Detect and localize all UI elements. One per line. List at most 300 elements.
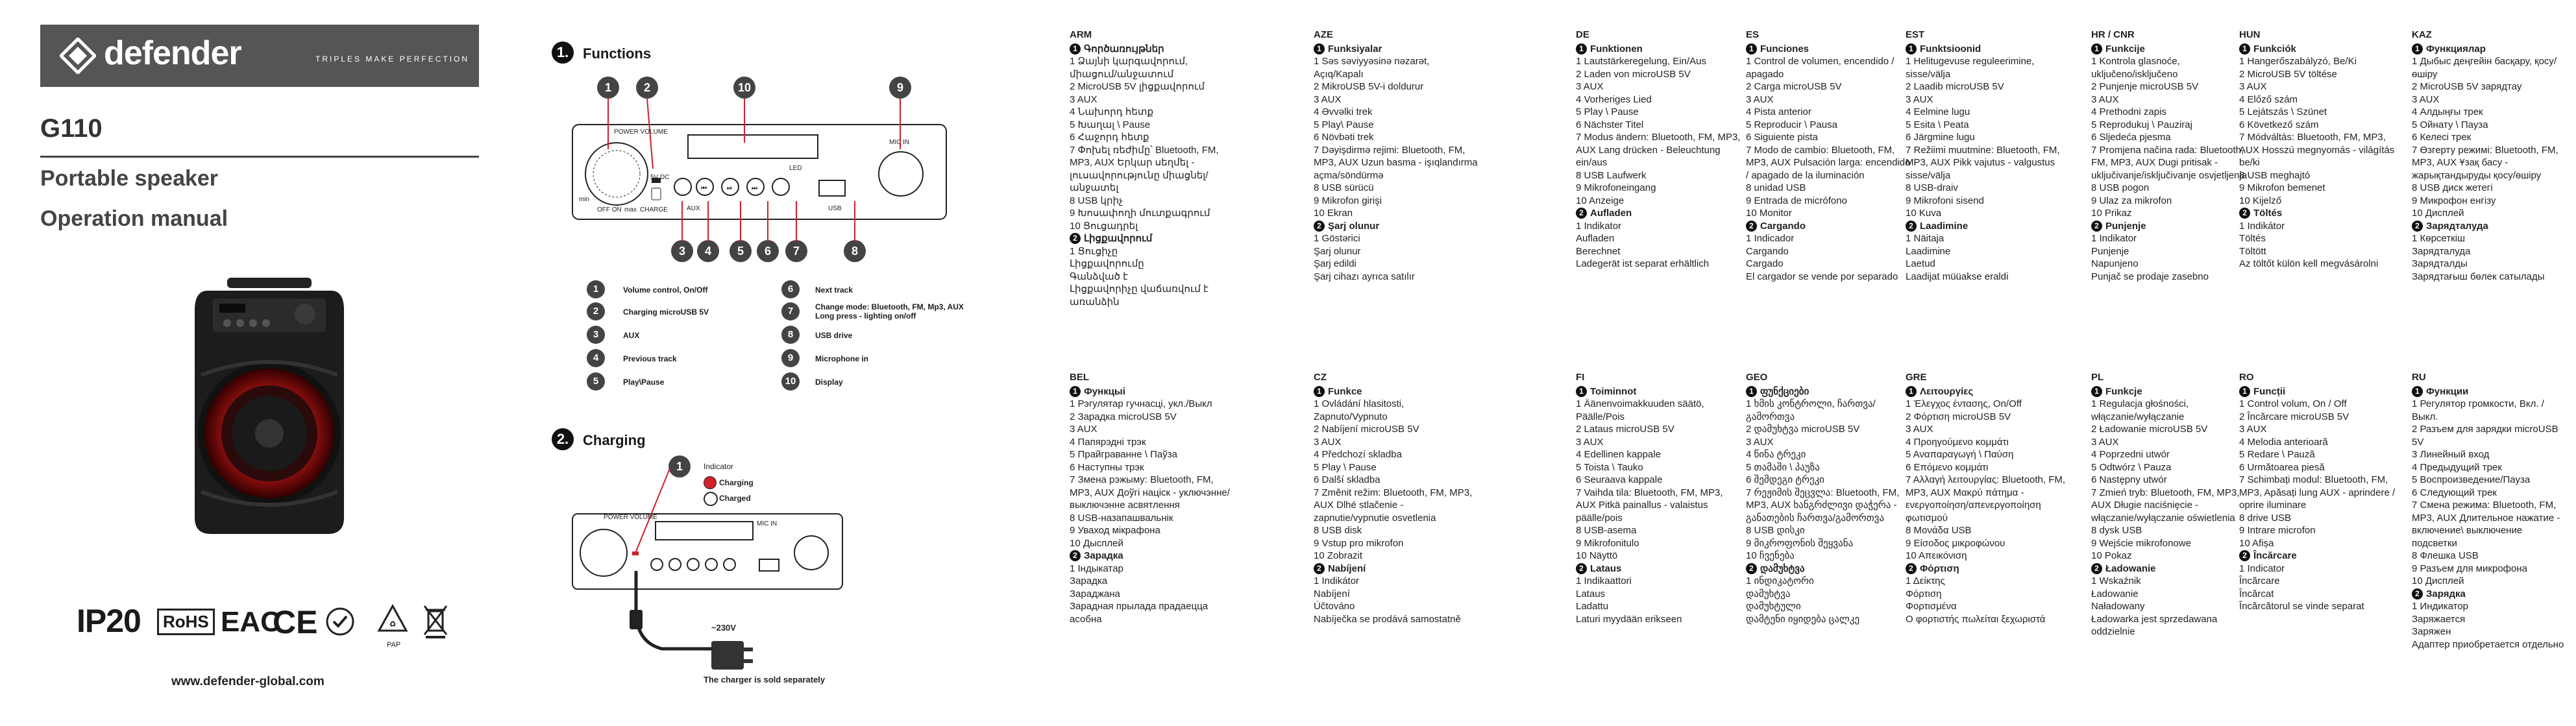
lang-section-heading <box>2412 220 2568 233</box>
lang-line: 7 Смена режима: Bluetooth, FM, MP3, AUX Длительное нажатие - включение\ выключение подсветки <box>2412 500 2560 549</box>
lang-line: 1 Lautstärkeregelung, Ein/Aus <box>1576 56 1706 67</box>
lang-line: 8 drive USB <box>2239 512 2292 524</box>
lang-line: Зарядтағыш бөлек сатылады <box>2412 271 2545 282</box>
lang-line: 6 Sljedeća pjesma <box>2091 132 2171 143</box>
legend-num-3: 3 <box>587 326 605 344</box>
section-number-badge: 2 <box>1906 563 1917 574</box>
lang-line: 6 Siguiente pista <box>1746 132 1818 143</box>
section-heading-text: Funktsioonid <box>1920 43 1981 54</box>
lang-column-es <box>1746 29 1911 283</box>
lang-line: 10 Дисплей <box>2412 208 2464 219</box>
lang-section-heading <box>1576 207 1741 220</box>
section-heading-text: Φόρτιση <box>1920 563 1959 574</box>
lang-line: 8 Флешка USB <box>2412 550 2479 561</box>
lang-section-heading <box>1314 563 1479 575</box>
lang-line: 8 dysk USB <box>2091 525 2142 536</box>
lang-line: Nabíjení <box>1314 588 1350 599</box>
legend-num-8: 8 <box>781 326 800 344</box>
lang-section-heading <box>1070 232 1235 245</box>
lang-line: 2 Разъем для зарядки microUSB 5V <box>2412 424 2558 448</box>
lang-line: 9 Микрофон енгізу <box>2412 195 2496 206</box>
lang-line: 1 Ձայնի կարգավորում, միացում/անջատում <box>1070 56 1188 80</box>
lang-column-arm <box>1070 29 1235 308</box>
lang-line: 7 Փոխել ռեժիմը՝ Bluetooth, FM, MP3, AUX Երկար սեղմել - լուսավորությունը միացնել/անջատել <box>1070 144 1219 193</box>
lang-line: 1 Indikátor <box>2239 220 2285 232</box>
lang-line: 4 Pista anterior <box>1746 106 1811 117</box>
callout-4: 4 <box>697 240 719 262</box>
label-min: min <box>579 196 590 203</box>
section-heading-text: Λειτουργίες <box>1920 385 1974 397</box>
model-name: G110 <box>40 114 103 143</box>
section-heading-text: Nabíjení <box>1328 563 1366 574</box>
lang-line: 2 Зарадка microUSB 5V <box>1070 411 1177 422</box>
lang-line: Ładowanie <box>2091 588 2139 599</box>
lang-line: 8 USB დისკი <box>1746 525 1805 536</box>
section-title-functions: Functions <box>583 45 652 62</box>
lang-line: Aufladen <box>1576 233 1615 244</box>
lang-code: HR / CNR <box>2091 29 2135 40</box>
lang-line: 10 Дисплей <box>2412 575 2464 587</box>
lang-line: Φορτισμένα <box>1906 601 1957 612</box>
lang-line: 7 Vaihda tila: Bluetooth, FM, MP3, AUX Pitkä painallus - valaistus päälle/pois <box>1576 487 1723 524</box>
lang-line: 5 Play\ Pause <box>1314 119 1374 130</box>
lang-line: 7 Promjena načina rada: Bluetooth, FM, MP3, AUX Dugi pritisak - uključivanje/isključivanje osvjetljenja <box>2091 144 2248 181</box>
lang-section-heading <box>1746 563 1911 575</box>
callout-7: 7 <box>785 240 807 262</box>
lang-section-heading <box>2239 207 2405 220</box>
lang-line: 4 Vorheriges Lied <box>1576 93 1652 105</box>
lang-line: 10 Prikaz <box>2091 208 2132 219</box>
lang-line: 10 Ցուցադրել <box>1070 220 1138 232</box>
lang-line: Ładowarka jest sprzedawana oddzielnie <box>2091 613 2218 637</box>
lang-line: 2 MicroUSB 5V töltése <box>2239 68 2337 80</box>
lang-line: 6 Következő szám <box>2239 119 2319 130</box>
lang-code: PL <box>2091 372 2104 383</box>
lang-line: 9 Intrare microfon <box>2239 525 2316 536</box>
lang-line: Зарядталды <box>2412 258 2468 269</box>
lang-line: 1 Regulacja głośności, włączanie/wyłączanie <box>2091 398 2189 422</box>
callout-10: 10 <box>733 77 755 99</box>
lang-line: Nabíječka se prodává samostatně <box>1314 613 1461 625</box>
lang-line: Լիցքավորիչը վաճառվում է առանձին <box>1070 284 1208 308</box>
lang-line: 5 Ойнату \ Пауза <box>2412 119 2488 130</box>
lang-code: GRE <box>1906 372 1927 383</box>
lang-line: 4 Předchozí skladba <box>1314 449 1402 460</box>
lang-line: 4 Eelmine lugu <box>1906 106 1970 117</box>
lang-line: 1 Näitaja <box>1906 233 1944 244</box>
lang-line: 8 USB-назапашвальнік <box>1070 512 1173 524</box>
section-heading-text: Aufladen <box>1590 208 1632 219</box>
lang-line: 1 Ցուցիչը <box>1070 245 1118 257</box>
eac-mark: EAC <box>221 606 281 638</box>
lang-line: 3 AUX <box>1906 424 1933 435</box>
section-number-badge: 1 <box>2091 43 2102 54</box>
lang-line: Şarj edildi <box>1314 258 1356 269</box>
section-number-badge: 2 <box>1314 563 1325 574</box>
lang-line: 6 Növbəti trek <box>1314 132 1374 143</box>
lang-line: 10 Pokaz <box>2091 550 2132 561</box>
charged-dot <box>704 492 718 506</box>
lang-line: 7 Změnit režim: Bluetooth, FM, MP3, AUX Dlhé stlačenie - zapnutie/vypnutie osvetlenia <box>1314 487 1473 524</box>
section-heading-text: Լիցքավորում <box>1084 233 1153 244</box>
lang-line: 4 წინა ტრეკი <box>1746 449 1806 460</box>
lang-line: 6 Nächster Titel <box>1576 119 1644 130</box>
lang-line: დამუხტული <box>1746 601 1801 612</box>
section-number-badge: 1 <box>2412 386 2423 397</box>
lang-line: 9 Уваход мікрафона <box>1070 525 1160 536</box>
section-heading-text: Ładowanie <box>2105 563 2156 574</box>
lang-line: 4 Poprzedni utwór <box>2091 449 2170 460</box>
lang-code: ES <box>1746 29 1760 40</box>
lang-line: 5 Play \ Pause <box>1314 461 1377 473</box>
lang-section-heading <box>2091 43 2257 56</box>
lang-line: Punjač se prodaje zasebno <box>2091 271 2209 282</box>
section-heading-text: Funcții <box>2253 385 2286 397</box>
lang-line: 1 Ovládání hlasitosti, Zapnuto/Vypnuto <box>1314 398 1405 422</box>
lang-line: 6 Наступны трэк <box>1070 461 1144 473</box>
lang-line: 10 Afișa <box>2239 537 2274 549</box>
brand-name: defender <box>104 34 241 72</box>
lang-line: 7 Režiimi muutmine: Bluetooth, FM, MP3, AUX Pikk vajutus - valgustus sisse/välja <box>1906 144 2060 181</box>
lang-section-heading <box>2412 588 2568 601</box>
weee-bin-icon <box>422 603 449 640</box>
lang-line: 5 Toista \ Tauko <box>1576 461 1643 473</box>
svg-text:⏯: ⏯ <box>727 185 732 192</box>
label-power-volume: POWER VOLUME <box>614 128 668 136</box>
lang-line: 8 USB Laufwerk <box>1576 169 1647 181</box>
lang-line: 4 Əvvəlki trek <box>1314 106 1373 117</box>
lang-line: 10 Anzeige <box>1576 195 1625 206</box>
section-number-badge: 2 <box>2091 221 2102 232</box>
section-title-charging: Charging <box>583 432 646 448</box>
lang-code: EST <box>1906 29 1925 40</box>
legend-num-5: 5 <box>587 372 605 391</box>
lang-line: 1 Indicador <box>1746 233 1795 244</box>
lang-line: 4 Prethodni zapis <box>2091 106 2166 117</box>
title-divider <box>40 156 479 158</box>
lang-code: GEO <box>1746 372 1768 383</box>
lang-line: 5 Lejátszás \ Szünet <box>2239 106 2327 117</box>
lang-line: 8 USB sürücü <box>1314 182 1374 193</box>
lang-section-heading <box>1314 220 1479 233</box>
lang-line: Účtováno <box>1314 601 1355 612</box>
charging-label-power: POWER VOLUME <box>604 514 657 521</box>
lang-line: 1 Helitugevuse reguleerimine, sisse/välja <box>1906 56 2035 80</box>
lang-line: 1 Έλεγχος έντασης, On/Off <box>1906 398 2022 409</box>
lang-line: 10 Zobrazit <box>1314 550 1363 561</box>
lang-line: 2 Laden von microUSB 5V <box>1576 68 1691 80</box>
section-heading-text: Funksiyalar <box>1328 43 1382 54</box>
lang-line: Încărcătorul se vinde separat <box>2239 601 2364 612</box>
lang-section-heading <box>1746 220 1911 233</box>
lang-line: 4 Предыдущий трек <box>2412 461 2502 473</box>
section-number-badge: 1 <box>1070 386 1081 397</box>
lang-section-heading <box>1070 385 1235 398</box>
manual-title: Operation manual <box>40 206 228 231</box>
section-heading-text: Funkcje <box>2105 385 2142 397</box>
lang-code: HUN <box>2239 29 2261 40</box>
lang-code: KAZ <box>2412 29 2432 40</box>
lang-line: 4 Előző szám <box>2239 93 2298 105</box>
lang-line: Încărcat <box>2239 588 2274 599</box>
lang-line: 5 Խաղալ \ Pause <box>1070 119 1151 130</box>
lang-section-heading <box>1576 563 1741 575</box>
lang-column-ru <box>2412 371 2568 651</box>
lang-line: Laadimine <box>1906 245 1951 257</box>
lang-line: 10 Дысплей <box>1070 537 1123 549</box>
section-number-charging: 2. <box>552 428 574 450</box>
legend-text-10: Display <box>815 378 843 387</box>
indicator-label: Indicator <box>704 462 734 471</box>
lang-line: Зарядталуда <box>2412 245 2471 257</box>
section-number-badge: 1 <box>2412 43 2423 54</box>
lang-line: 8 Μονάδα USB <box>1906 525 1972 536</box>
svg-text:⏮: ⏮ <box>701 185 707 192</box>
lang-line: 8 unidad USB <box>1746 182 1806 193</box>
lang-line: Լիցքավորումը <box>1070 258 1144 269</box>
section-number-badge: 1 <box>1070 43 1081 54</box>
pap-label: PAP <box>387 641 401 649</box>
lang-line: დამუხტვა <box>1746 588 1791 599</box>
lang-line: 6 Հաջորդ հետք <box>1070 132 1149 143</box>
lang-line: Գանձված է <box>1070 271 1128 282</box>
lang-line: 9 Mikrofoni sisend <box>1906 195 1984 206</box>
lang-line: 6 Järgmine lugu <box>1906 132 1975 143</box>
lang-line: დამტენი იყიდება ცალკე <box>1746 613 1860 625</box>
section-number-badge: 1 <box>1906 43 1917 54</box>
lang-column-hr-cnr <box>2091 29 2257 283</box>
lang-line: 9 Entrada de micrófono <box>1746 195 1847 206</box>
lang-section-heading <box>1906 563 2071 575</box>
lang-section-heading <box>1576 385 1741 398</box>
callout-2: 2 <box>636 77 658 99</box>
section-number-badge: 2 <box>1314 221 1325 232</box>
lang-line: Адаптер приобретается отдельно <box>2412 638 2564 650</box>
lang-line: 9 Mikrofonitulo <box>1576 537 1639 549</box>
lang-code: FI <box>1576 372 1585 383</box>
lang-line: 7 Módváltás: Bluetooth, FM, MP3, AUX Hosszú megnyomás - világítás be/ki <box>2239 132 2395 168</box>
charging-dot <box>704 476 717 489</box>
section-heading-text: Funkce <box>1328 385 1362 397</box>
callout-8: 8 <box>844 240 866 262</box>
website-link[interactable]: www.defender-global.com <box>171 675 325 688</box>
lang-line: Töltött <box>2239 245 2266 257</box>
lang-line: Зараджана <box>1070 588 1120 599</box>
section-heading-text: Функцыі <box>1084 385 1125 397</box>
lang-column-kaz <box>2412 29 2568 283</box>
callout-9: 9 <box>889 77 911 99</box>
lang-line: 2 Punjenje microUSB 5V <box>2091 81 2199 92</box>
lang-line: 7 Dəyişdirmə rejimi: Bluetooth, FM, MP3, AUX Uzun basma - işıqlandırma açma/söndürmə <box>1314 144 1478 181</box>
lang-line: 3 AUX <box>2091 93 2119 105</box>
lang-line: Laadijat müüakse eraldi <box>1906 271 2009 282</box>
lang-line: 8 USB диск жетегі <box>2412 182 2493 193</box>
section-heading-text: Зарядка <box>2426 588 2466 599</box>
lang-section-heading <box>2239 550 2405 563</box>
lang-line: 1 Indikaattori <box>1576 575 1632 587</box>
lang-section-heading <box>2239 43 2405 56</box>
lang-line: Lataus <box>1576 588 1606 599</box>
lang-line: 9 Ulaz za mikrofon <box>2091 195 2172 206</box>
lang-line: Şarj olunur <box>1314 245 1361 257</box>
section-heading-text: Зарядталуда <box>2426 220 2488 232</box>
product-subtitle: Portable speaker <box>40 166 219 191</box>
lang-code: AZE <box>1314 29 1333 40</box>
label-led: LED <box>789 165 802 172</box>
lang-line: 1 Control volum, On / Off <box>2239 398 2347 409</box>
speaker-image <box>188 278 350 537</box>
lang-line: 8 USB-asema <box>1576 525 1637 536</box>
section-heading-text: დამუხტვა <box>1760 563 1805 574</box>
legend-num-4: 4 <box>587 349 605 367</box>
lang-line: Φόρτιση <box>1906 588 1942 599</box>
lang-line: 8 USB pogon <box>2091 182 2150 193</box>
lang-line: 1 Indikator <box>1576 220 1622 232</box>
section-number-badge: 2 <box>1746 563 1757 574</box>
lang-line: 3 AUX <box>1576 436 1604 448</box>
lang-line: 1 Control de volumen, encendido / apagado <box>1746 56 1895 80</box>
section-heading-text: Punjenje <box>2105 220 2146 232</box>
section-heading-text: Încărcare <box>2253 550 2297 561</box>
legend-text-8: USB drive <box>815 331 853 340</box>
lang-line: 9 Разъем для микрофона <box>2412 563 2527 574</box>
callout-5: 5 <box>730 240 752 262</box>
lang-line: 6 Další skladba <box>1314 474 1380 485</box>
legend-text-5: Play\Pause <box>623 378 665 387</box>
lang-line: Заряжается <box>2412 613 2466 625</box>
lang-line: 6 Następny utwór <box>2091 474 2167 485</box>
section-heading-text: Зарадка <box>1084 550 1123 561</box>
lang-line: 1 Дыбыс деңгейін басқару, қосу/өшіру <box>2412 56 2557 80</box>
lang-line: 6 Келесі трек <box>2412 132 2472 143</box>
lang-line: 4 Папярэдні трэк <box>1070 436 1146 448</box>
lang-line: Заряжен <box>2412 626 2451 637</box>
lang-line: 5 Esita \ Peata <box>1906 119 1969 130</box>
lang-line: 6 Seuraava kappale <box>1576 474 1663 485</box>
lang-line: 2 Nabíjení microUSB 5V <box>1314 424 1419 435</box>
lang-line: 1 Indikator <box>2091 233 2137 244</box>
lang-line: 3 AUX <box>1576 81 1604 92</box>
section-number-badge: 1 <box>1314 43 1325 54</box>
charging-label-mic-in: MIC IN <box>757 520 778 527</box>
lang-line: 1 Індыкатар <box>1070 563 1123 574</box>
recycle-check-icon <box>325 606 356 637</box>
section-number-badge: 2 <box>2412 588 2423 599</box>
section-number-badge: 2 <box>1576 563 1587 574</box>
lang-code: RO <box>2239 372 2254 383</box>
lang-line: 5 Redare \ Pauză <box>2239 449 2315 460</box>
lang-line: Cargado <box>1746 258 1784 269</box>
lang-line: 3 AUX <box>2239 81 2267 92</box>
lang-line: 10 Kuva <box>1906 208 1942 219</box>
section-number-badge: 1 <box>1576 43 1587 54</box>
section-number-functions: 1. <box>552 42 574 64</box>
section-number-badge: 2 <box>1906 221 1917 232</box>
lang-line: Cargando <box>1746 245 1789 257</box>
lang-line: 3 AUX <box>1070 424 1098 435</box>
lang-line: 9 Mikrofon bemenet <box>2239 182 2325 193</box>
lang-code: DE <box>1576 29 1589 40</box>
section-number-badge: 2 <box>2091 563 2102 574</box>
lang-line: 1 Индикатор <box>2412 601 2468 612</box>
lang-line: 4 Edellinen kappale <box>1576 449 1661 460</box>
lang-line: 1 Регулятор громкости, Вкл. / Выкл. <box>2412 398 2544 422</box>
lang-line: Laturi myydään erikseen <box>1576 613 1682 625</box>
label-max: max <box>624 206 637 213</box>
lang-column-fi <box>1576 371 1741 625</box>
legend-num-7: 7 <box>781 302 800 321</box>
callout-1: 1 <box>597 77 619 99</box>
lang-section-heading <box>1906 220 2071 233</box>
lang-line: 3 AUX <box>1070 93 1098 105</box>
section-number-badge: 2 <box>2412 221 2423 232</box>
lang-line: 2 MicroUSB 5V լիցքավորում <box>1070 81 1205 92</box>
lang-line: 5 Odtwórz \ Pauza <box>2091 461 2172 473</box>
lang-line: 8 USB կրիչ <box>1070 195 1123 206</box>
lang-line: 10 Ekran <box>1314 208 1353 219</box>
lang-line: 2 Φόρτιση microUSB 5V <box>1906 411 2011 422</box>
lang-line: 9 Mikrofoneingang <box>1576 182 1656 193</box>
lang-line: 2 Ładowanie microUSB 5V <box>2091 424 2208 435</box>
lang-line: Ladegerät ist separat erhältlich <box>1576 258 1710 269</box>
legend-num-2: 2 <box>587 302 605 321</box>
lang-section-heading <box>1070 550 1235 563</box>
defender-logo-icon <box>60 38 96 74</box>
section-number-badge: 2 <box>1576 208 1587 219</box>
section-number-badge: 1 <box>2239 43 2250 54</box>
label-usb: USB <box>828 205 842 212</box>
legend-text-3: AUX <box>623 331 640 340</box>
lang-section-heading <box>2091 220 2257 233</box>
legend-text-7: Change mode: Bluetooth, FM, Mp3, AUX Long press - lighting on/off <box>815 302 964 321</box>
lang-line: 3 AUX <box>2412 93 2440 105</box>
lang-line: 5 Воспроизведение/Пауза <box>2412 474 2531 485</box>
charging-leader <box>630 467 688 558</box>
legend-text-9: Microphone in <box>815 354 868 363</box>
lang-line: 6 Следующий трек <box>2412 487 2497 498</box>
lang-line: 2 MikroUSB 5V-i doldurur <box>1314 81 1424 92</box>
lang-line: 2 Încărcare microUSB 5V <box>2239 411 2349 422</box>
lang-column-bel <box>1070 371 1235 625</box>
lang-line: 6 Επόμενο κομμάτι <box>1906 461 1989 473</box>
lang-column-gre <box>1906 371 2071 625</box>
lang-line: 1 Wskaźnik <box>2091 575 2141 587</box>
lang-line: 1 Hangerőszabályzó, Be/Ki <box>2239 56 2357 67</box>
lang-section-heading <box>1746 385 1911 398</box>
ip20-mark: IP20 <box>77 603 141 639</box>
lang-column-geo <box>1746 371 1911 625</box>
section-heading-text: Գործառույթներ <box>1084 43 1164 54</box>
lang-line: 5 თამაში \ პაუზა <box>1746 461 1820 473</box>
lang-line: Laetud <box>1906 258 1935 269</box>
section-heading-text: Şarj olunur <box>1328 220 1380 232</box>
label-charge: CHARGE <box>640 206 668 213</box>
lang-line: 3 AUX <box>1746 436 1774 448</box>
lang-line: 9 Vstup pro mikrofon <box>1314 537 1404 549</box>
power-adapter-icon <box>709 636 754 675</box>
lang-line: 5 Play \ Pause <box>1576 106 1639 117</box>
recycle-triangle-icon <box>376 603 409 640</box>
section-number-badge: 2 <box>1746 221 1757 232</box>
brand-tagline: TRIPLES MAKE PERFECTION <box>315 54 470 64</box>
lang-line: 9 Είσοδος μικροφώνου <box>1906 537 2006 549</box>
lang-line: 7 Zmień tryb: Bluetooth, FM, MP3, AUX Długie naciśnięcie - włączanie/wyłączanie oświetlenia <box>2091 487 2240 524</box>
lang-section-heading <box>1070 43 1235 56</box>
lang-line: 5 Αναπαραγωγή \ Παύση <box>1906 449 2014 460</box>
lang-line: 8 USB-draiv <box>1906 182 1958 193</box>
section-number-badge: 1 <box>1746 386 1757 397</box>
legend-num-6: 6 <box>781 280 800 298</box>
